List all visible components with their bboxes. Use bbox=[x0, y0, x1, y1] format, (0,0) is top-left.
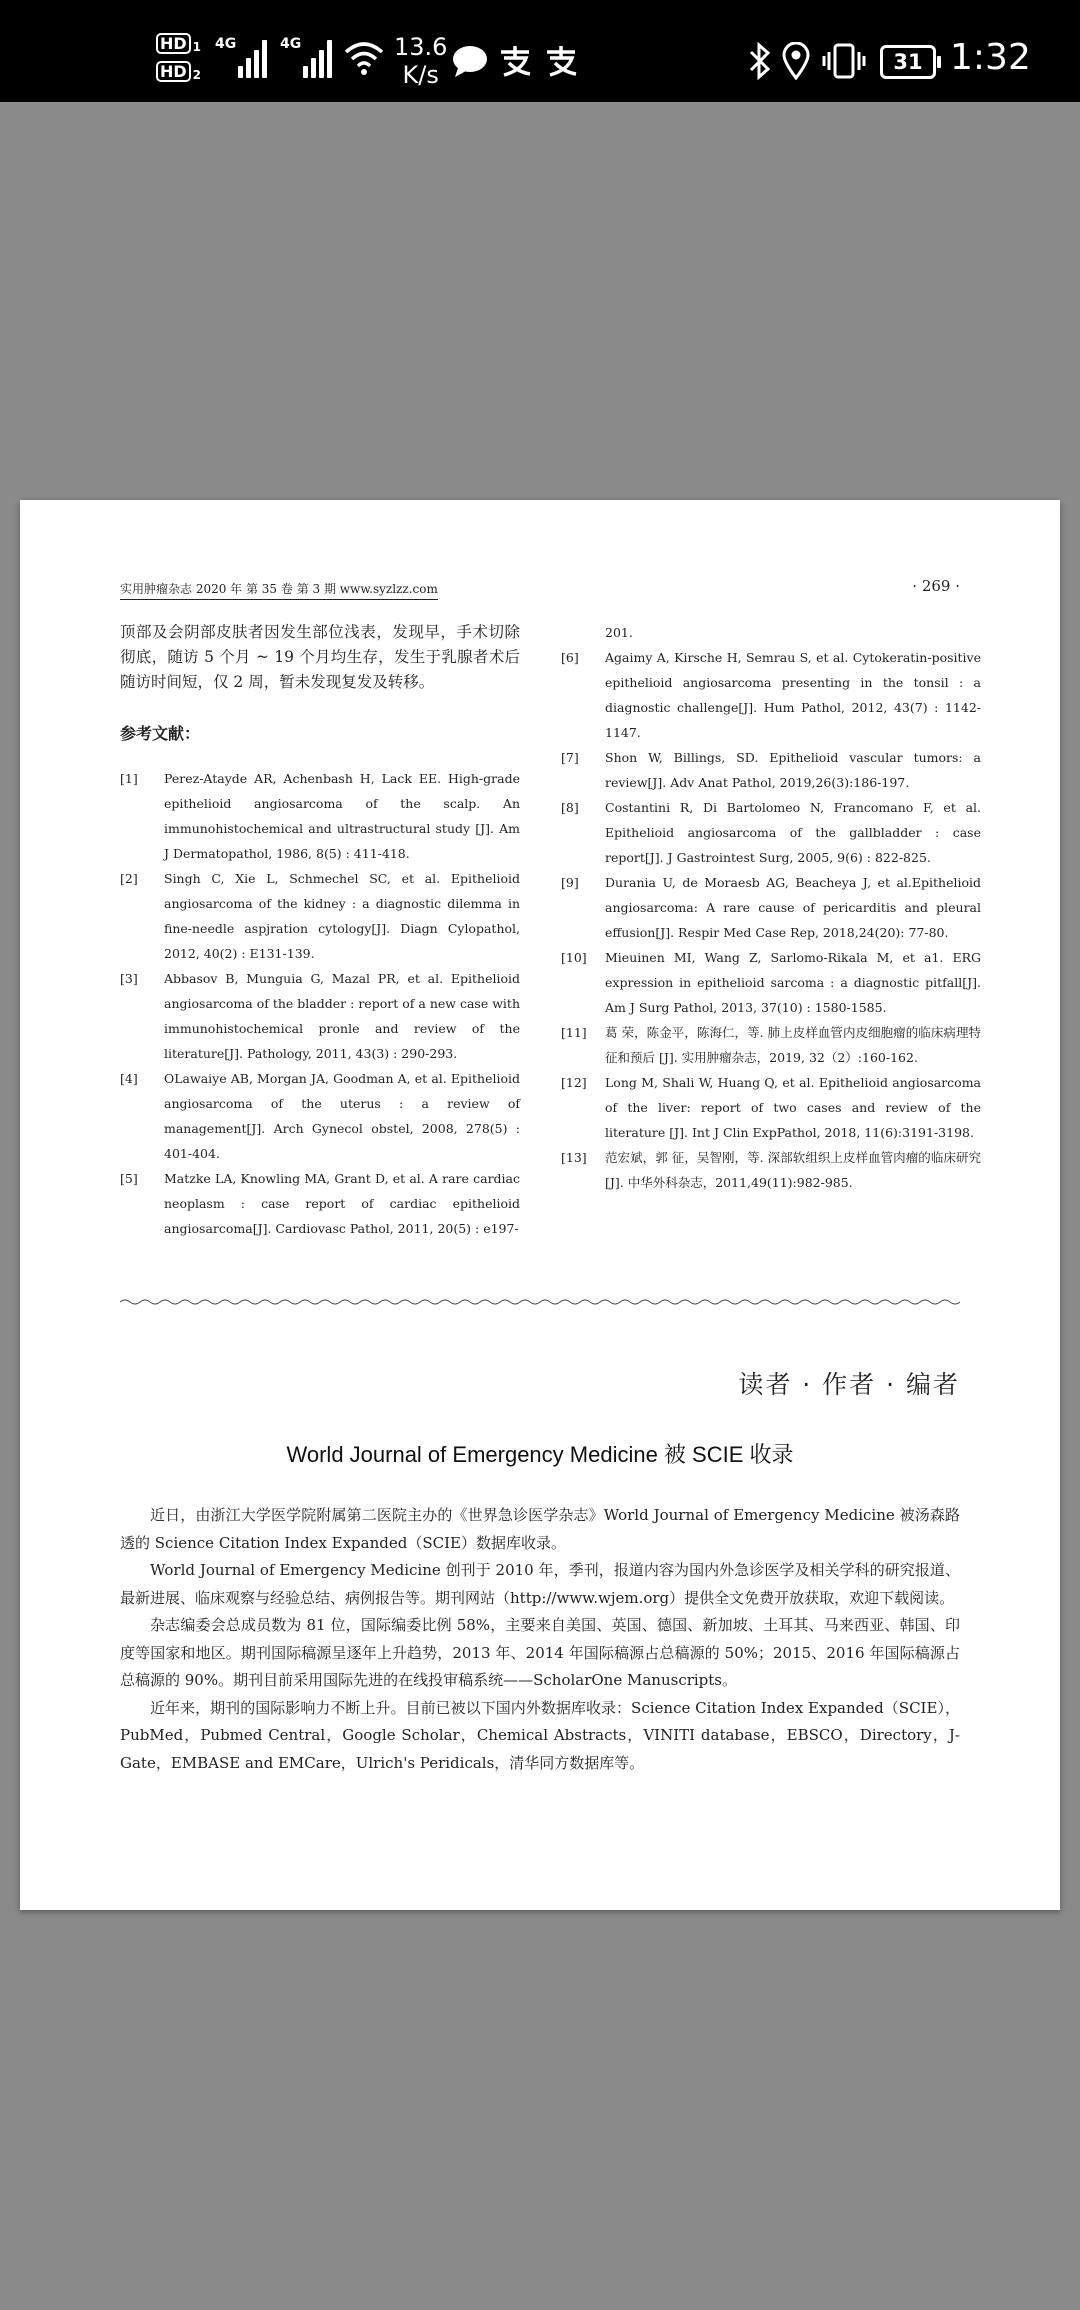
network-1-label: 4G bbox=[215, 36, 237, 52]
news-body bbox=[120, 1502, 960, 1777]
reference-number: [5] bbox=[120, 1171, 138, 1186]
reference-number: [1] bbox=[120, 771, 138, 786]
reference-item bbox=[561, 945, 981, 1020]
reference-item bbox=[561, 870, 981, 945]
hd2-badge: HD bbox=[156, 61, 191, 82]
signal-1-icon bbox=[215, 36, 270, 78]
reference-number: [4] bbox=[120, 1071, 138, 1086]
speed-value: 13.6 bbox=[394, 33, 448, 61]
network-2-label: 4G bbox=[280, 36, 302, 52]
reference-item bbox=[120, 766, 520, 866]
reference-number: [2] bbox=[120, 871, 138, 886]
vibrate-icon bbox=[822, 42, 866, 80]
reference-number: [3] bbox=[120, 971, 138, 986]
alipay-icon bbox=[498, 44, 532, 78]
message-icon bbox=[452, 44, 488, 78]
hd2-sub: 2 bbox=[192, 68, 202, 82]
reference-item bbox=[561, 1020, 981, 1070]
hd-indicators bbox=[156, 30, 206, 82]
news-paragraph: 近年来，期刊的国际影响力不断上升。目前已被以下国内外数据库收录：Science Citation Index Expanded（SCIE），PubMed，Pubmed Central，Google Scholar，Chemical Abstracts，VINITI database，EBSCO，Directory，J-Gate，EMBASE and EMCare，Ulrich's Peridicals，清华同方数据库等。 bbox=[120, 1698, 960, 1772]
bluetooth-icon bbox=[748, 42, 772, 80]
news-title: World Journal of Emergency Medicine 被 SCIE 收录 bbox=[286, 1442, 794, 1467]
location-icon bbox=[782, 42, 810, 80]
reference-text: Mieuinen MI, Wang Z, Sarlomo-Rikala M, et a1. ERG expression in epithelioid sarcoma : a diagnostic pitfall[J]. Am J Surg Pathol, 2013, 37(10) : 1580-1585. bbox=[605, 950, 981, 1015]
section-title: 读者 · 作者 · 编者 bbox=[738, 1370, 960, 1399]
reference-text: Singh C, Xie L, Schmechel SC, et al. Epithelioid angiosarcoma of the kidney : a diagnostic dilemma in fine-needle aspjration cytology[J]. Diagn Cylopathol, 2012, 40(2) : E131-139. bbox=[164, 871, 520, 961]
news-paragraph: World Journal of Emergency Medicine 创刊于 2010 年，季刊，报道内容为国内外急诊医学及相关学科的研究报道、最新进展、临床观察与经验总结、病例报告等。期刊网站（http://www.wjem.org）提供全文免费开放获取，欢迎下载阅读。 bbox=[120, 1561, 960, 1607]
reference-text: Shon W, Billings, SD. Epithelioid vascular tumors: a review[J]. Adv Anat Pathol, 2019,26(3):186-197. bbox=[605, 750, 981, 790]
reference-number: [7] bbox=[561, 750, 579, 765]
signal-2-icon bbox=[280, 36, 335, 78]
battery-icon: 31 bbox=[880, 45, 936, 79]
reference-text: Perez-Atayde AR, Achenbash H, Lack EE. High-grade epithelioid angiosarcoma of the scalp. An immunohistochemical and ultrastructural study [J]. Am J Dermatopathol, 1986, 8(5) : 411-418. bbox=[164, 771, 520, 861]
reference-item bbox=[561, 1070, 981, 1145]
reference-item bbox=[561, 1145, 981, 1195]
reference-item bbox=[120, 866, 520, 966]
reference-item bbox=[120, 1066, 520, 1166]
reference-continuation: 201. bbox=[605, 625, 633, 640]
reference-text: Agaimy A, Kirsche H, Semrau S, et al. Cytokeratin-positive epithelioid angiosarcoma presenting in the tonsil : a diagnostic challenge[J]. Hum Pathol, 2012, 43(7) : 1142-1147. bbox=[605, 650, 981, 740]
reference-text: Abbasov B, Munguia G, Mazal PR, et al. Epithelioid angiosarcoma of the bladder : report of a new case with immunohistochemical pronle and review of the literature[J]. Pathology, 2011, 43(3) : 290-293. bbox=[164, 971, 520, 1061]
speed-unit: K/s bbox=[402, 61, 439, 89]
reference-number: [6] bbox=[561, 650, 579, 665]
reference-number: [8] bbox=[561, 800, 579, 815]
reference-text: Matzke LA, Knowling MA, Grant D, et al. A rare cardiac neoplasm : case report of cardiac epithelioid angiosarcoma[J]. Cardiovasc Pathol, 2011, 20(5) : e197- bbox=[164, 1171, 520, 1236]
status-bar bbox=[0, 0, 1080, 102]
page-header bbox=[120, 577, 960, 598]
journal-header: 实用肿瘤杂志 2020 年 第 35 卷 第 3 期 www.syzlzz.com bbox=[120, 580, 438, 600]
reference-text: OLawaiye AB, Morgan JA, Goodman A, et al. Epithelioid angiosarcoma of the uterus : a review of management[J]. Arch Gynecol obstel, 2008, 278(5) : 401-404. bbox=[164, 1071, 520, 1161]
reference-item bbox=[561, 745, 981, 795]
reference-item bbox=[120, 1166, 520, 1241]
references-title: 参考文献： bbox=[120, 724, 201, 743]
reference-item bbox=[561, 645, 981, 745]
reference-text: Costantini R, Di Bartolomeo N, Francomano F, et al. Epithelioid angiosarcoma of the gallbladder : case report[J]. J Gastrointest Surg, 2005, 9(6) : 822-825. bbox=[605, 800, 981, 865]
wifi-icon bbox=[344, 40, 384, 76]
hd1-badge: HD bbox=[156, 33, 191, 54]
wavy-divider bbox=[120, 1298, 960, 1306]
reference-number: [10] bbox=[561, 950, 587, 965]
reference-number: [11] bbox=[561, 1025, 587, 1040]
reference-text: 范宏斌，郭 征，吴智刚，等. 深部软组织上皮样血管肉瘤的临床研究 [J]. 中华外科杂志，2011,49(11):982-985. bbox=[605, 1150, 981, 1190]
document-page[interactable] bbox=[20, 500, 1060, 1910]
reference-number: [12] bbox=[561, 1075, 587, 1090]
page-number: · 269 · bbox=[912, 577, 960, 595]
right-column bbox=[561, 620, 981, 1195]
clock: 1:32 bbox=[950, 37, 1031, 78]
reference-number: [9] bbox=[561, 875, 579, 890]
reference-item bbox=[120, 966, 520, 1066]
network-speed bbox=[394, 33, 447, 89]
reference-text: Durania U, de Moraesb AG, Beacheya J, et al.Epithelioid angiosarcoma: A rare cause of pericarditis and pleural effusion[J]. Respir Med Case Rep, 2018,24(20): 77-80. bbox=[605, 875, 981, 940]
news-paragraph: 杂志编委会总成员数为 81 位，国际编委比例 58%，主要来自美国、英国、德国、新加坡、土耳其、马来西亚、韩国、印度等国家和地区。期刊国际稿源呈逐年上升趋势，2013 年、2014 年国际稿源占总稿源的 50%；2015、2016 年国际稿源占总稿源的 90%。期刊目前采用国际先进的在线投审稿系统——ScholarOne Manuscripts。 bbox=[120, 1616, 960, 1689]
reference-text: 葛 荣，陈金平，陈海仁，等. 肺上皮样血管内皮细胞瘤的临床病理特征和预后 [J]. 实用肿瘤杂志，2019, 32（2）:160-162. bbox=[605, 1025, 981, 1065]
alipay-icon bbox=[544, 44, 578, 78]
reference-text: Long M, Shali W, Huang Q, et al. Epithelioid angiosarcoma of the liver: report of two cases and review of the literature [J]. Int J Clin ExpPathol, 2018, 11(6):3191-3198. bbox=[605, 1075, 981, 1140]
reference-item bbox=[561, 795, 981, 870]
left-column bbox=[120, 620, 520, 1241]
reference-number: [13] bbox=[561, 1150, 587, 1165]
news-paragraph: 近日，由浙江大学医学院附属第二医院主办的《世界急诊医学杂志》World Journal of Emergency Medicine 被汤森路透的 Science Citation Index Expanded（SCIE）数据库收录。 bbox=[120, 1506, 960, 1552]
hd1-sub: 1 bbox=[192, 40, 202, 54]
body-paragraph: 顶部及会阴部皮肤者因发生部位浅表，发现早，手术切除彻底，随访 5 个月 ~ 19 个月均生存，发生于乳腺者术后随访时间短，仅 2 周，暂未发现复发及转移。 bbox=[120, 623, 520, 691]
